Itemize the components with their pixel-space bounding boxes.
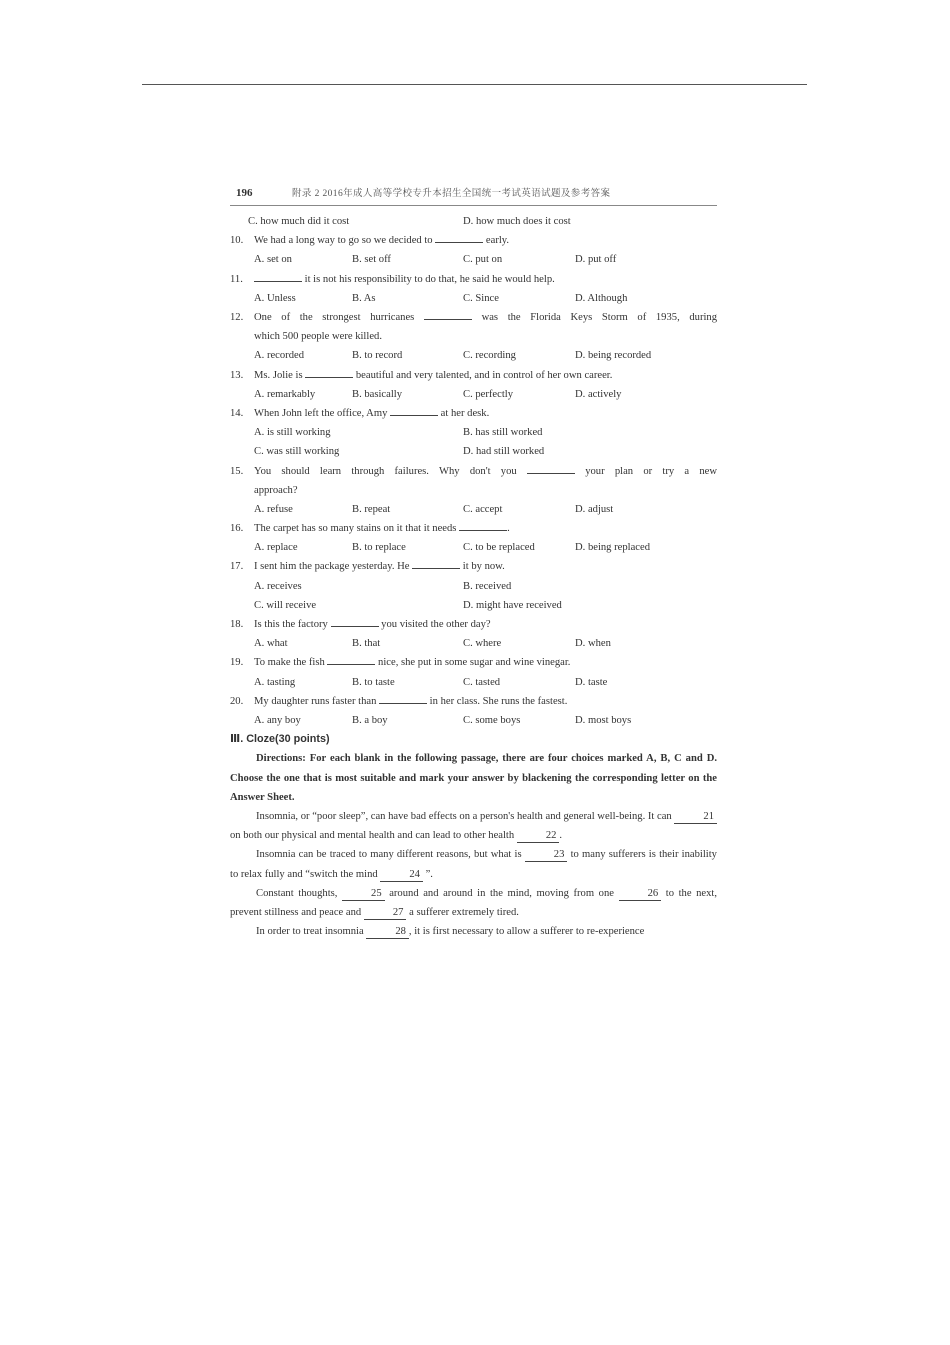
cloze-blank-25: 25 bbox=[342, 887, 385, 901]
question-11: 11. it is not his responsibility to do that, he said he would help. bbox=[230, 270, 717, 289]
exam-page: 196 附录 2 2016年成人高等学校专升本招生全国统一考试英语试题及参考答案 C. how much did it cost D. how much does it cost 10. We had a long way to go so we decided to early. A. set on B. set off C. put on D. put off 11. it is not his responsibility to do that, he said he would help. A. Unless B. As C. Since D. Although 12. One of the strongest hurricanes was the Florida Keys Storm of 1935, during which 500 people were killed. A. recorded B. to record C. recording D. being recorded 13. Ms. Jolie is beautiful and very talented, and in control of her own career. A. remarkably B. basically C. perfectly D. actively 14. When John left the office, Amy at her desk. A. is still working B. has still worked C. was still working D. had still worked 15. You should learn through failures. Why don't you your plan or try a new approach? A. refuse B. repeat C. accept D. adjust 16. The carpet has so many stains on it that it needs . A. replace B. to replace C. to be replaced D. being replaced 17. I sent him the package yesterday. He it by now. A. receives B. received C. will receive D. might have received 18. Is this the factory you visited the other day? A. what B. that C. where D. when 19. To make the fish nice, she put in some sugar and wine vinegar. A. tasting B. to taste C. tasted D. taste 20. My daughter runs faster than in her class. She runs the fastest. A. any boy B. a boy C. some boys D. most boys Ⅲ. Cloze(30 points) Directions: For each blank in the following passage, there are four choices marked A, B, C and D. Choose the one that is most suitable and mark your answer by blackening the corresponding letter on the Answer Sheet. Insomnia, or “poor sleep”, can have bad effects on a person's health and general well-being. It can 21 on both our physical and mental health and can lead to other health 22 . Insomnia can be traced to many different reasons, but what is 23 to many sufferers is their inability to relax fully and “switch the mind 24 ”. Constant thoughts, 25 around and around in the mind, moving from one 26 to the next, prevent stillness and peace and 27 a sufferer extremely tired. In order to treat insomnia 28 , it is first necessary to allow a sufferer to re-experience bbox=[230, 184, 717, 941]
options-14-row2: C. was still working D. had still worked bbox=[254, 446, 545, 458]
cloze-blank-27: 27 bbox=[364, 906, 407, 920]
question-18: 18. Is this the factory you visited the other day? bbox=[230, 615, 717, 634]
answer-blank bbox=[254, 270, 302, 282]
cloze-directions: Directions: For each blank in the following passage, there are four choices marked A, B, C and D. Choose the one that is most suitable and mark your answer by blackening the corresponding letter on the Answer Sheet. bbox=[230, 753, 717, 803]
cloze-blank-22: 22 bbox=[517, 829, 560, 843]
options-15: A. refuse B. repeat C. accept D. adjust bbox=[254, 503, 614, 515]
running-title: 附录 2 2016年成人高等学校专升本招生全国统一考试英语试题及参考答案 bbox=[292, 189, 611, 199]
passage-paragraph-3: Constant thoughts, 25 around and around in the mind, moving from one 26 to the next, prevent stillness and peace and 27 a sufferer extremely tired. bbox=[230, 887, 718, 919]
cloze-blank-26: 26 bbox=[619, 887, 662, 901]
answer-blank bbox=[435, 231, 483, 243]
passage-paragraph-2: Insomnia can be traced to many different reasons, but what is 23 to many sufferers is their inability to relax fully and “switch the mind 24 ”. bbox=[230, 849, 717, 880]
options-19: A. tasting B. to taste C. tasted D. taste bbox=[254, 676, 608, 688]
options-18: A. what B. that C. where D. when bbox=[254, 638, 611, 650]
question-17: 17. I sent him the package yesterday. He it by now. bbox=[230, 557, 717, 576]
options-13: A. remarkably B. basically C. perfectly D. actively bbox=[254, 388, 622, 400]
passage-paragraph-4: In order to treat insomnia 28 , it is first necessary to allow a sufferer to re-experience bbox=[256, 926, 645, 938]
answer-blank bbox=[390, 404, 438, 416]
option-d: D. how much does it cost bbox=[463, 216, 571, 227]
cloze-blank-21: 21 bbox=[674, 810, 717, 824]
answer-blank bbox=[459, 519, 507, 531]
options-11: A. Unless B. As C. Since D. Although bbox=[254, 292, 628, 304]
question-10: 10. We had a long way to go so we decided to early. bbox=[230, 231, 717, 250]
question-20: 20. My daughter runs faster than in her class. She runs the fastest. bbox=[230, 692, 717, 711]
running-head bbox=[230, 184, 717, 206]
answer-blank bbox=[527, 462, 575, 474]
option-c: C. how much did it cost bbox=[248, 216, 350, 227]
cloze-blank-23: 23 bbox=[525, 848, 568, 862]
options-10: A. set on B. set off C. put on D. put off bbox=[254, 254, 617, 266]
options-20: A. any boy B. a boy C. some boys D. most boys bbox=[254, 715, 632, 727]
answer-blank bbox=[331, 615, 379, 627]
question-14: 14. When John left the office, Amy at her desk. bbox=[230, 404, 717, 423]
answer-blank bbox=[327, 653, 375, 665]
continued-options bbox=[230, 212, 717, 231]
page-number: 196 bbox=[236, 187, 253, 199]
top-rule bbox=[142, 84, 807, 85]
question-15: 15. You should learn through failures. Why don't you your plan or try a new bbox=[230, 462, 717, 481]
options-16: A. replace B. to replace C. to be replaced D. being replaced bbox=[254, 542, 651, 554]
options-17-row2: C. will receive D. might have received bbox=[254, 599, 562, 611]
question-19: 19. To make the fish nice, she put in some sugar and wine vinegar. bbox=[230, 653, 717, 672]
section-heading-cloze: Ⅲ. Cloze(30 points) bbox=[230, 733, 330, 746]
answer-blank bbox=[379, 692, 427, 704]
answer-blank bbox=[412, 557, 460, 569]
cloze-blank-24: 24 bbox=[380, 868, 423, 882]
question-12: 12. One of the strongest hurricanes was the Florida Keys Storm of 1935, during bbox=[230, 308, 717, 327]
passage-paragraph-1: Insomnia, or “poor sleep”, can have bad effects on a person's health and general well-being. It can 21 on both our physical and mental health and can lead to other health 22 . bbox=[230, 807, 717, 845]
options-14-row1: A. is still working B. has still worked bbox=[254, 427, 543, 439]
answer-blank bbox=[305, 366, 353, 378]
cloze-blank-28: 28 bbox=[366, 925, 409, 939]
options-17-row1: A. receives B. received bbox=[254, 580, 512, 592]
question-13: 13. Ms. Jolie is beautiful and very talented, and in control of her own career. bbox=[230, 366, 717, 385]
answer-blank bbox=[424, 308, 472, 320]
question-16: 16. The carpet has so many stains on it that it needs . bbox=[230, 519, 717, 538]
options-12: A. recorded B. to record C. recording D. being recorded bbox=[254, 350, 652, 362]
